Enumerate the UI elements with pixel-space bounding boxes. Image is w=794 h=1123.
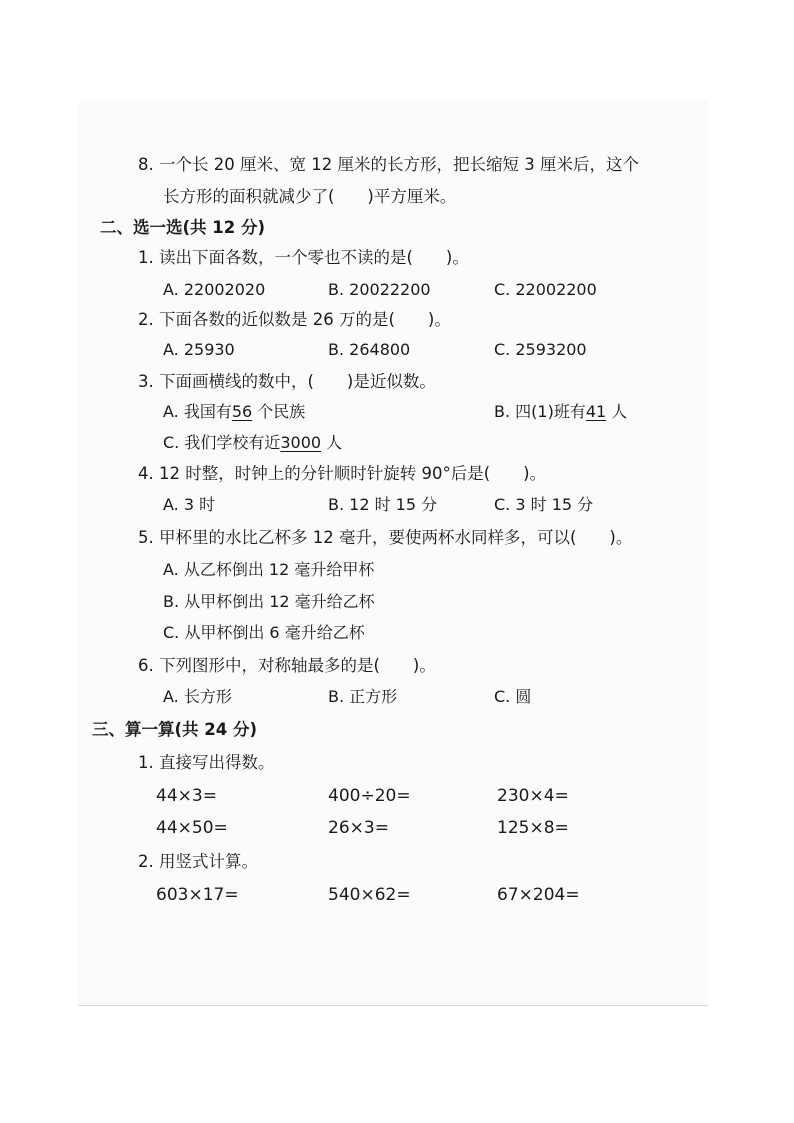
s2-q3-option-a: A. 我国有56 个民族	[163, 402, 306, 421]
underlined-number: 56	[231, 402, 253, 421]
s2-q3-stem: 3. 下面画横线的数中，( )是近似数。	[138, 372, 436, 391]
underlined-number: 3000	[280, 433, 322, 452]
s2-q4-option-b: B. 12 时 15 分	[328, 495, 438, 514]
section3-title: 三、算一算(共 24 分)	[92, 720, 258, 739]
s2-q5-stem: 5. 甲杯里的水比乙杯多 12 毫升，要使两杯水同样多，可以( )。	[138, 528, 633, 547]
calc-item: 540×62=	[328, 885, 411, 905]
s3-q2-stem: 2. 用竖式计算。	[138, 852, 258, 871]
s2-q5-option-c: C. 从甲杯倒出 6 毫升给乙杯	[163, 623, 365, 642]
s2-q5-option-a: A. 从乙杯倒出 12 毫升给甲杯	[163, 560, 375, 579]
s2-q6-option-a: A. 长方形	[163, 687, 232, 706]
section2-title: 二、选一选(共 12 分)	[100, 218, 266, 237]
s2-q1-option-c: C. 22002200	[494, 280, 597, 299]
s2-q2-stem: 2. 下面各数的近似数是 26 万的是( )。	[138, 310, 451, 329]
s2-q3-option-c: C. 我们学校有近3000 人	[163, 433, 343, 452]
s2-q1-option-a: A. 22002020	[163, 280, 266, 299]
s2-q2-option-c: C. 2593200	[494, 340, 587, 359]
calc-item: 230×4=	[497, 786, 569, 806]
calc-item: 67×204=	[497, 885, 580, 905]
q8-line1: 8. 一个长 20 厘米、宽 12 厘米的长方形，把长缩短 3 厘米后，这个	[138, 155, 639, 174]
calc-item: 125×8=	[497, 818, 569, 838]
s3-q1-stem: 1. 直接写出得数。	[138, 753, 275, 772]
s2-q1-stem: 1. 读出下面各数，一个零也不读的是( )。	[138, 248, 469, 267]
s2-q4-option-c: C. 3 时 15 分	[494, 495, 594, 514]
calc-item: 44×3=	[156, 786, 217, 806]
calc-item: 44×50=	[156, 818, 228, 838]
s2-q4-option-a: A. 3 时	[163, 495, 216, 514]
calc-item: 400÷20=	[328, 786, 411, 806]
underlined-number: 41	[585, 402, 607, 421]
s2-q6-option-b: B. 正方形	[328, 687, 398, 706]
s2-q5-option-b: B. 从甲杯倒出 12 毫升给乙杯	[163, 592, 375, 611]
s2-q4-stem: 4. 12 时整，时钟上的分针顺时针旋转 90°后是( )。	[138, 464, 547, 483]
s2-q3-option-b: B. 四(1)班有41 人	[494, 402, 628, 421]
s2-q6-option-c: C. 圆	[494, 687, 532, 706]
q8-line2: 长方形的面积就减少了( )平方厘米。	[163, 187, 457, 206]
s2-q2-option-b: B. 264800	[328, 340, 411, 359]
s2-q1-option-b: B. 20022200	[328, 280, 431, 299]
calc-item: 26×3=	[328, 818, 389, 838]
s2-q2-option-a: A. 25930	[163, 340, 235, 359]
calc-item: 603×17=	[156, 885, 239, 905]
s2-q6-stem: 6. 下列图形中，对称轴最多的是( )。	[138, 656, 436, 675]
